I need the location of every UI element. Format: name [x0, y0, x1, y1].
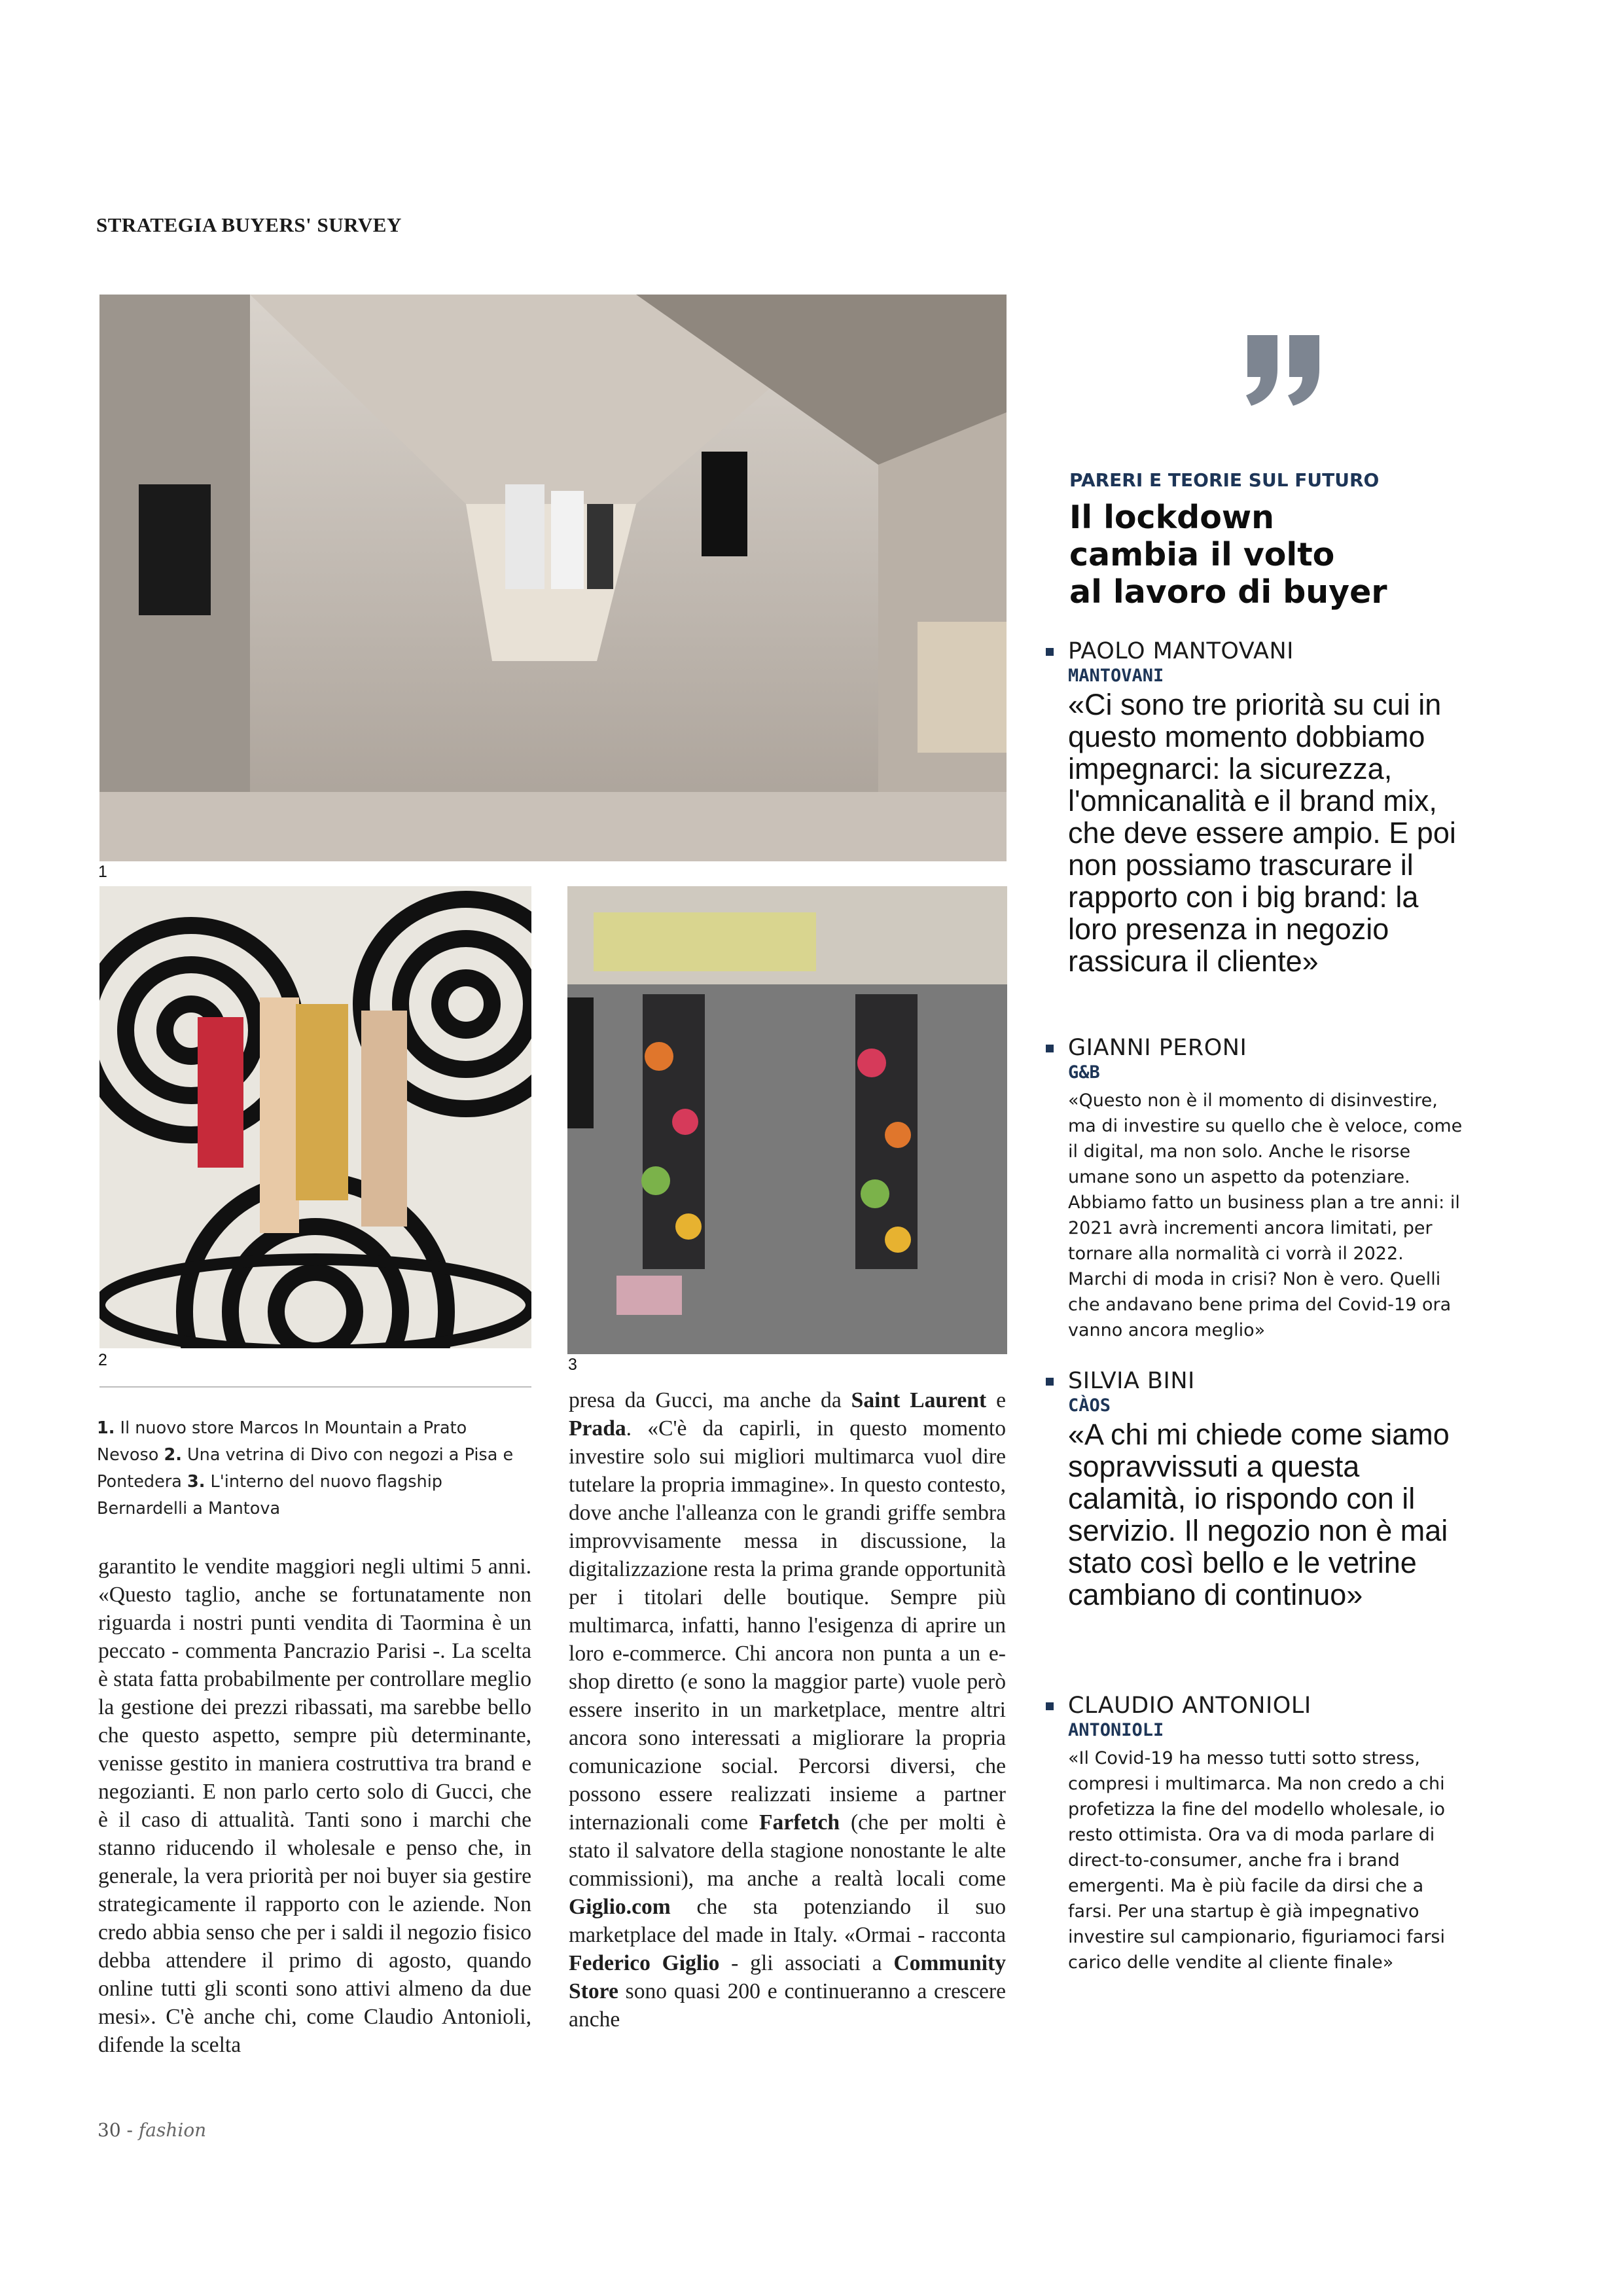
buyer-quote: «Questo non è il momento di disinvestire, ma di investire su quello che è veloce, come il digital, ma non solo. Anche le risorse umane sono un aspetto da potenziare. Abbiamo fatto un business plan a tre anni: il 2021 avrà incrementi ancora limitati, per tornare alla normalità ci vorrà il 2022. Marchi di moda in crisi? Non è vero. Quelli che andavano bene prima del Covid-19 ora vanno ancora meglio» — [1068, 1090, 1463, 1340]
buyer-name: CLAUDIO ANTONIOLI — [1068, 1693, 1311, 1719]
bullet-icon — [1046, 648, 1054, 656]
body-text: . «C'è da capirli, in questo momento investire solo sui migliori multimarca vuol dire tutelare la propria immagine». In questo contesto, dove anche l'alleanza con le grandi griffe sembra improvvisamente messa in discussione, la digitalizzazione resta la prima grande opportunità per i titolari delle boutique. Sempre più multimarca, infatti, hanno l'esigenza di aprire un loro e-commerce. Chi ancora non punta a un e-shop diretto (e sono la maggior parte) vuole però essere inserito in un marketplace, mentre altri ancora sono interessati a migliorare la propria comunicazione social. Percorsi diversi, che possono essere realizzati insieme a partner internazionali come — [569, 1416, 1006, 1835]
closing-quote-icon — [1225, 313, 1340, 419]
brand-name: Community Store — [569, 1951, 1006, 2003]
brand-name: Farfetch — [759, 1810, 840, 1835]
body-text: presa da Gucci, ma anche da — [569, 1388, 851, 1412]
caption-number: 2. — [164, 1445, 182, 1465]
buyer-quote: «Il Covid-19 ha messo tutti sotto stress, compresi i multimarca. Ma non credo a chi profetizza la fine del modello wholesale, io resto ottimista. Ora va di moda parlare di direct-to-consumer, anche fra i brand emergenti. Ma è più facile da dirsi che a farsi. Per una startup è già impegnativo investire sul campionario, figuriamoci farsi carico delle vendite al cliente finale» — [1068, 1748, 1446, 1973]
brand-name: Saint Laurent — [851, 1388, 987, 1412]
sidebar-title-line: al lavoro di buyer — [1069, 573, 1387, 611]
caption-text: L'interno del nuovo flagship Bernardelli a Mantova — [97, 1472, 442, 1518]
buyer-name: SILVIA BINI — [1068, 1368, 1195, 1394]
caption-number: 3. — [187, 1472, 205, 1492]
footer-separator: - — [120, 2119, 139, 2141]
bullet-icon — [1046, 1702, 1054, 1710]
buyer-opinion — [1046, 638, 1465, 977]
page-number: 30 — [98, 2119, 121, 2141]
buyer-company: MANTOVANI — [1068, 666, 1164, 686]
photo-number: 2 — [98, 1351, 107, 1369]
article-column-2 — [569, 1386, 1006, 2034]
bullet-icon — [1046, 1378, 1054, 1386]
window-display-photo — [99, 886, 531, 1348]
store-interior-photo — [99, 295, 1007, 861]
magazine-name: fashion — [138, 2119, 207, 2141]
section-title: STRATEGIA BUYERS' SURVEY — [96, 213, 402, 236]
sidebar-title-line: cambia il volto — [1069, 536, 1335, 573]
photo-caption — [97, 1415, 529, 1522]
buyer-opinion — [1046, 1693, 1465, 1975]
body-text: (che per molti è stato il salvatore della stagione nonostante le alte commissioni), ma anche a realtà locali come — [569, 1810, 1007, 1891]
brand-name: Prada — [569, 1416, 626, 1441]
sidebar-title — [1069, 499, 1387, 611]
body-text: che sta potenziando il suo marketplace del made in Italy. «Ormai - racconta — [569, 1895, 1006, 1947]
bullet-icon — [1046, 1045, 1054, 1052]
caption-number: 1. — [97, 1418, 115, 1438]
body-text: e — [986, 1388, 1006, 1412]
buyer-opinion — [1046, 1368, 1465, 1611]
buyer-name: GIANNI PERONI — [1068, 1035, 1247, 1061]
caption-divider — [99, 1386, 531, 1388]
person-name: Federico Giglio — [569, 1951, 720, 1975]
photo-number: 3 — [568, 1355, 577, 1374]
sidebar-label: PARERI E TEORIE SUL FUTURO — [1069, 469, 1380, 491]
flagship-interior-photo — [567, 886, 1007, 1354]
photo-number: 1 — [98, 863, 107, 881]
buyer-quote: «A chi mi chiede come siamo sopravvissuti a questa calamità, io rispondo con il servizio. Il negozio non è mai stato così bello e le vetrine cambiano di continuo» — [1068, 1418, 1450, 1611]
brand-name: Giglio.com — [569, 1895, 671, 1919]
buyer-company: CÀOS — [1068, 1395, 1111, 1416]
buyer-opinion — [1046, 1035, 1465, 1343]
body-text: sono quasi 200 e continueranno a crescere anche — [569, 1979, 1006, 2032]
caption-text: Il nuovo store Marcos In Mountain a Prato Nevoso — [97, 1418, 467, 1465]
buyer-quote: «Ci sono tre priorità su cui in questo momento dobbiamo impegnarci: la sicurezza, l'omnicanalità e il brand mix, che deve essere ampio. E poi non possiamo trascurare il rapporto con i big brand: la loro presenza in negozio rassicura il cliente» — [1068, 688, 1456, 978]
sidebar-title-line: Il lockdown — [1069, 499, 1275, 536]
page-footer — [98, 2119, 206, 2141]
buyer-name: PAOLO MANTOVANI — [1068, 638, 1294, 664]
caption-text: Una vetrina di Divo con negozi a Pisa e Pontedera — [97, 1445, 514, 1492]
buyer-company: ANTONIOLI — [1068, 1720, 1164, 1740]
article-column-1: garantito le vendite maggiori negli ultimi 5 anni. «Questo taglio, anche se fortunatamente non riguarda i nostri punti vendita di Taormina è un peccato - commenta Pancrazio Parisi -. La scelta è stata fatta probabilmente per controllare meglio la gestione dei prezzi ribassati, ma sarebbe bello che questo aspetto, sempre più determinante, venisse gestito in maniera costruttiva tra brand e negozianti. E non parlo certo solo di Gucci, che è il caso di attualità. Tanti sono i marchi che stanno riducendo il wholesale e penso che, in generale, la vera priorità per noi buyer sia gestire strategicamente il rapporto con le aziende. Non credo abbia senso che per i saldi il negozio fisico debba attendere il primo di agosto, quando online tutti gli sconti sono attivi almeno da due mesi». C'è anche chi, come Claudio Antonioli, difende la scelta — [98, 1554, 531, 2057]
buyer-company: G&B — [1068, 1062, 1100, 1083]
body-text: - gli associati a — [719, 1951, 894, 1975]
